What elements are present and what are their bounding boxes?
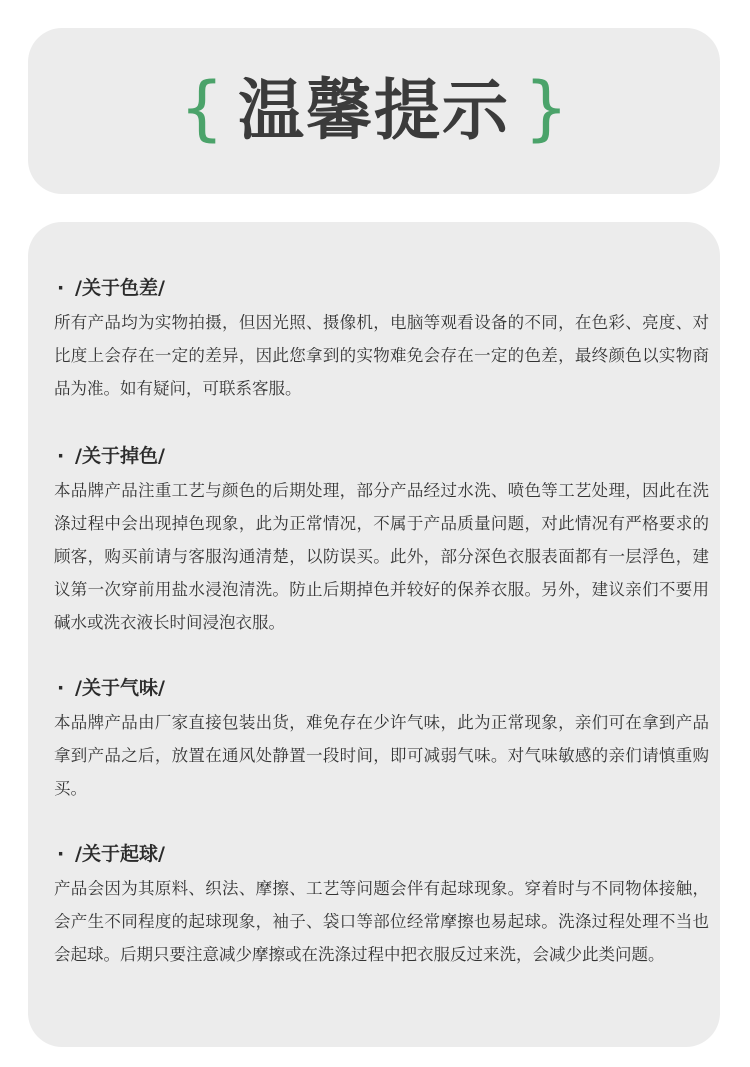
section-text: 所有产品均为实物拍摄，但因光照、摄像机，电脑等观看设备的不同，在色彩、亮度、对比度上会存在一定的差异，因此您拿到的实物难免会存在一定的色差，最终颜色以实物商品为准。如有疑问，可联系客服。 [54, 313, 709, 398]
section-title: /关于气味/ [75, 677, 165, 699]
title-group [28, 68, 720, 154]
section-title: /关于掉色/ [75, 445, 165, 467]
right-brace: } [524, 67, 569, 149]
section-text: 本品牌产品由厂家直接包装出货，难免存在少许气味，此为正常现象，亲们可在拿到产品拿到产品之后，放置在通风处静置一段时间，即可减弱气味。对气味敏感的亲们请慎重购买。 [54, 713, 709, 798]
section-odor [54, 674, 709, 805]
bullet-dot: · [57, 445, 65, 467]
section-heading [54, 674, 709, 702]
header-card [28, 28, 720, 194]
bullet-dot: · [57, 277, 65, 299]
section-color-fading [54, 442, 709, 639]
notice-card [28, 222, 720, 1047]
section-title: /关于起球/ [75, 843, 165, 865]
section-heading [54, 442, 709, 470]
page-title: 温馨提示 [238, 72, 510, 149]
section-pilling [54, 840, 709, 971]
section-text: 本品牌产品注重工艺与颜色的后期处理，部分产品经过水洗、喷色等工艺处理，因此在洗涤过程中会出现掉色现象，此为正常情况，不属于产品质量问题，对此情况有严格要求的顾客，购买前请与客服沟通清楚，以防误买。此外，部分深色衣服表面都有一层浮色，建议第一次穿前用盐水浸泡清洗。防止后期掉色并较好的保养衣服。另外，建议亲们不要用碱水或洗衣液长时间浸泡衣服。 [54, 481, 709, 632]
section-heading [54, 840, 709, 868]
section-heading [54, 274, 709, 302]
bullet-dot: · [57, 677, 65, 699]
section-text: 产品会因为其原料、织法、摩擦、工艺等问题会伴有起球现象。穿着时与不同物体接触，会产生不同程度的起球现象，袖子、袋口等部位经常摩擦也易起球。洗涤过程处理不当也会起球。后期只要注意减少摩擦或在洗涤过程中把衣服反过来洗，会减少此类问题。 [54, 879, 709, 964]
bullet-dot: · [57, 843, 65, 865]
left-brace: { [179, 67, 224, 149]
section-color-difference [54, 274, 709, 405]
section-title: /关于色差/ [75, 277, 165, 299]
